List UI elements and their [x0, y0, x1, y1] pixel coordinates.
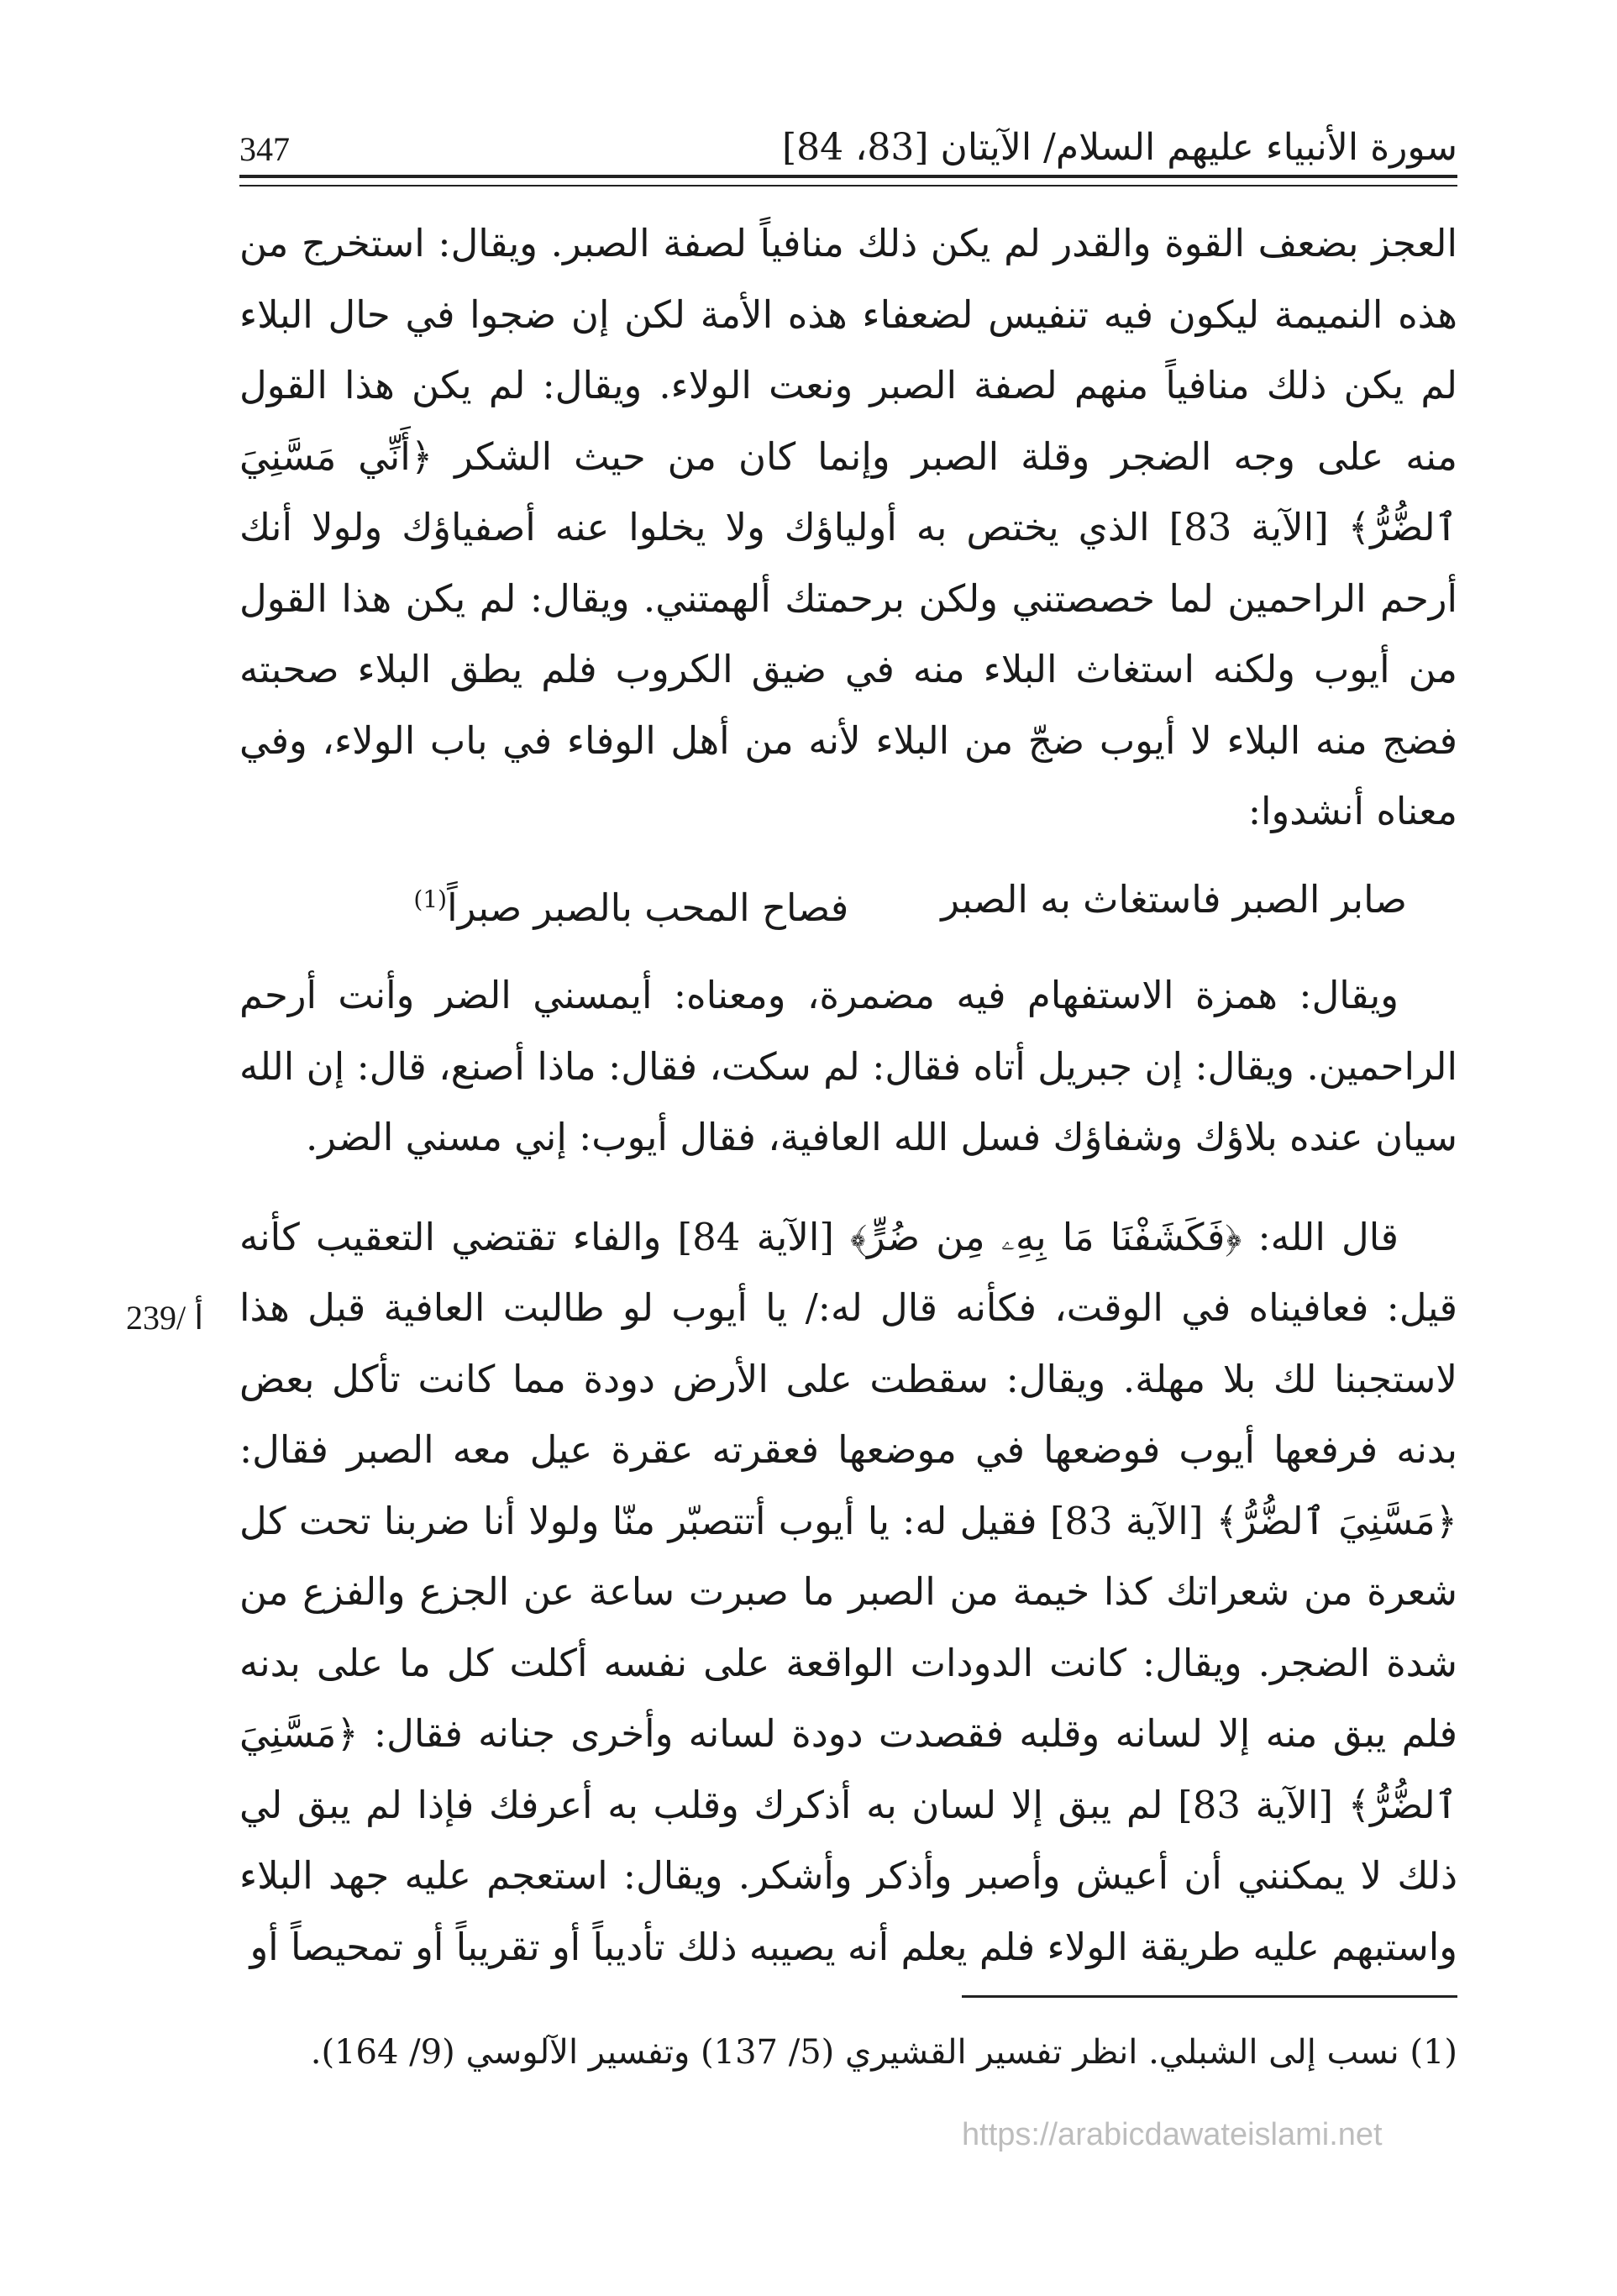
poetry-verse — [239, 864, 1457, 944]
footnote-marker: (1) — [413, 885, 448, 913]
running-title: سورة الأنبياء عليهم السلام/ الآيتان [83، 84] — [782, 126, 1457, 169]
verse-second-hemistich — [413, 864, 848, 944]
verse-first-hemistich: صابر الصبر فاستغاث به الصبر — [941, 876, 1407, 922]
header-rule-thick — [239, 175, 1457, 178]
page-number: 347 — [239, 130, 290, 168]
paragraph-2: ويقال: همزة الاستفهام فيه مضمرة، ومعناه: أيمسني الضر وأنت أرحم الراحمين. ويقال: إن جبريل أتاه فقال: لم سكت، فقال: ماذا أصنع، قال: إن الله سيان عنده بلاؤك وشفاؤك فسل الله العافية، فقال أيوب: إني مسني الضر. — [239, 973, 1457, 1159]
main-text — [239, 208, 1457, 1983]
footnote: (1) نسب إلى الشبلي. انظر تفسير القشيري (5/ 137) وتفسير الآلوسي (9/ 164). — [310, 2033, 1457, 2072]
page-header — [239, 119, 1457, 195]
header-rule-thin — [239, 185, 1457, 187]
paragraph-3: قال الله: ﴿فَكَشَفْنَا مَا بِهِۦ مِن ضُرٍّ﴾ [الآية 84] والفاء تقتضي التعقيب كأنه قيل: فعافيناه في الوقت، فكأنه قال له:/ يا أيوب لو طالبت العافية قبل هذا لاستجبنا لك بلا مهلة. ويقال: سقطت على الأرض دودة مما كانت تأكل بعض بدنه فرفعها أيوب فوضعها في موضعها فعقرته عقرة عيل معه الصبر فقال: ﴿مَسَّنِيَ ٱلضُّرُّ﴾ [الآية 83] فقيل له: يا أيوب أتتصبّر منّا ولولا أنا ضربنا تحت كل شعرة من شعراتك كذا خيمة من الصبر ما صبرت ساعة عن الجزع والفزع من شدة الضجر. ويقال: كانت الدودات الواقعة على نفسه أكلت كل ما على بدنه فلم يبق منه إلا لسانه وقلبه فقصدت دودة لسانه وأخرى جنانه فقال: ﴿مَسَّنِيَ ٱلضُّرُّ﴾ [الآية 83] لم يبق إلا لسان به أذكرك وقلب به أعرفك فإذا لم يبق لي ذلك لا يمكنني أن أعيش وأصبر وأذكر وأشكر. ويقال: استعجم عليه جهد البلاء واستبهم عليه طريقة الولاء فلم يعلم أنه يصيبه ذلك تأديباً أو تقريباً أو تمحيصاً أو — [239, 1214, 1457, 1969]
footnote-rule — [962, 1995, 1457, 1998]
paragraph-1: العجز بضعف القوة والقدر لم يكن ذلك منافياً لصفة الصبر. ويقال: استخرج من هذه النميمة ليكون فيه تنفيس لضعفاء هذه الأمة لكن إن ضجوا في حال البلاء لم يكن ذلك منافياً منهم لصفة الصبر ونعت الولاء. ويقال: لم يكن هذا القول منه على وجه الضجر وقلة الصبر وإنما كان من حيث الشكر ﴿أَنِّي مَسَّنِيَ ٱلضُّرُّ﴾ [الآية 83] الذي يختص به أولياؤك ولا يخلوا عنه أصفياؤك ولولا أنك أرحم الراحمين لما خصصتني ولكن برحمتك ألهمتني. ويقال: لم يكن هذا القول من أيوب ولكنه استغاث البلاء منه في ضيق الكروب فلم يطق البلاء صحبته فضج منه البلاء لا أيوب ضجّ من البلاء لأنه من أهل الوفاء في باب الولاء، وفي معناه أنشدوا: — [239, 221, 1458, 833]
watermark-url: https://arabicdawateislami.net — [962, 2117, 1383, 2152]
manuscript-folio-note: 239/ أ — [126, 1299, 204, 1337]
verse-second-text: فصاح المحب بالصبر صبراً — [447, 885, 849, 930]
